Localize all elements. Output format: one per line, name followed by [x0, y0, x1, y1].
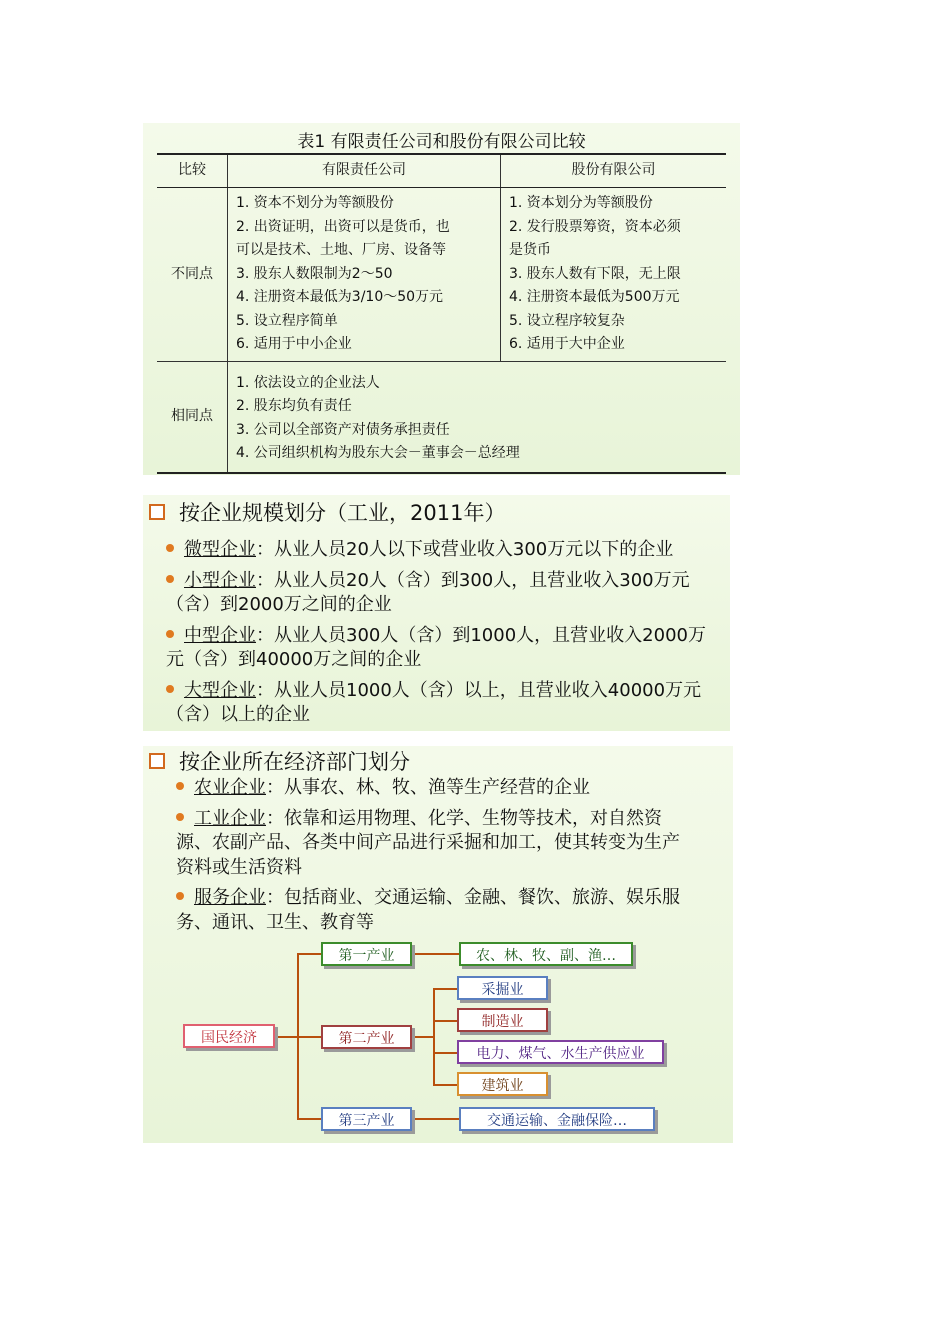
scale-heading-text: 按企业规模划分（工业，2011年）	[179, 501, 506, 525]
term-label: 中型企业	[184, 624, 256, 646]
node-secondary-industry: 第二产业	[321, 1025, 412, 1049]
node-utilities: 电力、煤气、水生产供应业	[457, 1040, 664, 1064]
square-bullet-icon	[149, 753, 165, 769]
term-desc-cont: （含）到2000万之间的企业	[166, 594, 392, 615]
connector-line	[275, 1036, 298, 1038]
dept-list	[176, 776, 731, 941]
list-item	[176, 807, 731, 881]
llc-item: 3. 股东人数限制为2～50	[236, 265, 393, 282]
bullet-dot-icon	[176, 782, 184, 790]
list-item	[166, 569, 726, 618]
node-manufacturing: 制造业	[457, 1008, 548, 1032]
comparison-table-panel	[143, 123, 740, 475]
term-label: 小型企业	[184, 569, 256, 591]
dept-section-panel	[143, 746, 733, 1143]
term-label: 工业企业	[194, 807, 266, 829]
jsc-item: 3. 股东人数有下限，无上限	[509, 265, 681, 282]
bullet-dot-icon	[166, 575, 174, 583]
dept-heading-text: 按企业所在经济部门划分	[179, 750, 410, 774]
term-desc-cont: 元（含）到40000万之间的企业	[166, 649, 422, 670]
bullet-dot-icon	[166, 685, 174, 693]
jsc-item: 5. 设立程序较复杂	[509, 312, 625, 329]
llc-item: 5. 设立程序简单	[236, 312, 338, 329]
term-desc: ：依靠和运用物理、化学、生物等技术，对自然资	[266, 807, 662, 829]
llc-item: 6. 适用于中小企业	[236, 336, 352, 352]
connector-line	[412, 953, 459, 955]
connector-line	[297, 1036, 321, 1038]
header-jsc: 股份有限公司	[501, 154, 727, 188]
same-item: 3. 公司以全部资产对债务承担责任	[236, 421, 450, 438]
term-label: 服务企业	[194, 887, 266, 908]
jsc-item: 1. 资本划分为等额股份	[509, 195, 653, 211]
jsc-item: 是货币	[509, 242, 551, 258]
term-desc-cont: 源、农副产品、各类中间产品进行采掘和加工，使其转变为生产 资料或生活资料	[176, 832, 680, 878]
scale-section-heading	[149, 497, 505, 527]
node-tertiary-industry: 第三产业	[321, 1107, 412, 1131]
node-services: 交通运输、金融保险…	[459, 1107, 655, 1131]
connector-line	[433, 988, 457, 990]
bullet-dot-icon	[166, 544, 174, 552]
connector-line	[297, 953, 321, 955]
term-desc: ：从事农、林、牧、渔等生产经营的企业	[266, 777, 590, 798]
term-desc: ：包括商业、交通运输、金融、餐饮、旅游、娱乐服	[266, 887, 680, 908]
same-item: 2. 股东均负有责任	[236, 398, 352, 414]
same-cell	[228, 361, 727, 473]
list-item	[176, 886, 731, 935]
connector-line	[433, 1084, 457, 1086]
connector-line	[433, 1052, 457, 1054]
square-bullet-icon	[149, 504, 165, 520]
list-item	[166, 679, 726, 728]
term-desc: ：从业人员300人（含）到1000人，且营业收入2000万	[256, 624, 706, 646]
table-title: 表1 有限责任公司和股份有限公司比较	[297, 132, 586, 152]
term-desc: ：从业人员20人（含）到300人，且营业收入300万元	[256, 569, 690, 591]
jsc-diff-cell	[501, 188, 727, 362]
row-label-diff: 不同点	[171, 265, 213, 282]
connector-line	[433, 988, 435, 1085]
bullet-dot-icon	[176, 892, 184, 900]
term-label: 大型企业	[184, 679, 256, 701]
jsc-item: 2. 发行股票筹资，资本必须	[509, 218, 681, 235]
header-compare: 比较	[157, 154, 228, 188]
header-llc: 有限责任公司	[228, 154, 501, 188]
llc-item: 4. 注册资本最低为3/10～50万元	[236, 289, 444, 305]
term-desc-cont: （含）以上的企业	[166, 704, 310, 725]
connector-line	[412, 1036, 434, 1038]
scale-list	[166, 538, 726, 734]
node-construction: 建筑业	[457, 1072, 548, 1096]
connector-line	[297, 1118, 321, 1120]
dept-section-heading	[149, 746, 410, 776]
term-label: 农业企业	[194, 777, 266, 798]
llc-item: 可以是技术、土地、厂房、设备等	[236, 242, 446, 258]
node-mining: 采掘业	[457, 976, 548, 1000]
jsc-item: 4. 注册资本最低为500万元	[509, 289, 680, 305]
connector-line	[433, 1020, 457, 1022]
scale-section-panel	[143, 495, 730, 731]
term-label: 微型企业	[184, 539, 256, 560]
llc-item: 1. 资本不划分为等额股份	[236, 195, 394, 211]
term-desc: ：从业人员20人以下或营业收入300万元以下的企业	[256, 539, 674, 560]
llc-item: 2. 出资证明，出资可以是货币，也	[236, 218, 450, 235]
llc-diff-cell	[228, 188, 501, 362]
connector-line	[412, 1118, 459, 1120]
row-label-same: 相同点	[157, 361, 228, 473]
bullet-dot-icon	[176, 813, 184, 821]
node-primary-industry: 第一产业	[321, 942, 412, 966]
bullet-dot-icon	[166, 630, 174, 638]
term-desc-cont: 务、通讯、卫生、教育等	[176, 911, 374, 933]
node-national-economy: 国民经济	[183, 1024, 275, 1048]
node-agriculture: 农、林、牧、副、渔…	[459, 942, 633, 966]
list-item	[176, 776, 731, 801]
list-item	[166, 624, 726, 673]
jsc-item: 6. 适用于大中企业	[509, 336, 625, 352]
same-item: 1. 依法设立的企业法人	[236, 374, 380, 391]
comparison-table	[157, 153, 726, 474]
same-item: 4. 公司组织机构为股东大会－董事会－总经理	[236, 445, 520, 461]
list-item	[166, 538, 726, 563]
term-desc: ：从业人员1000人（含）以上，且营业收入40000万元	[256, 679, 702, 701]
